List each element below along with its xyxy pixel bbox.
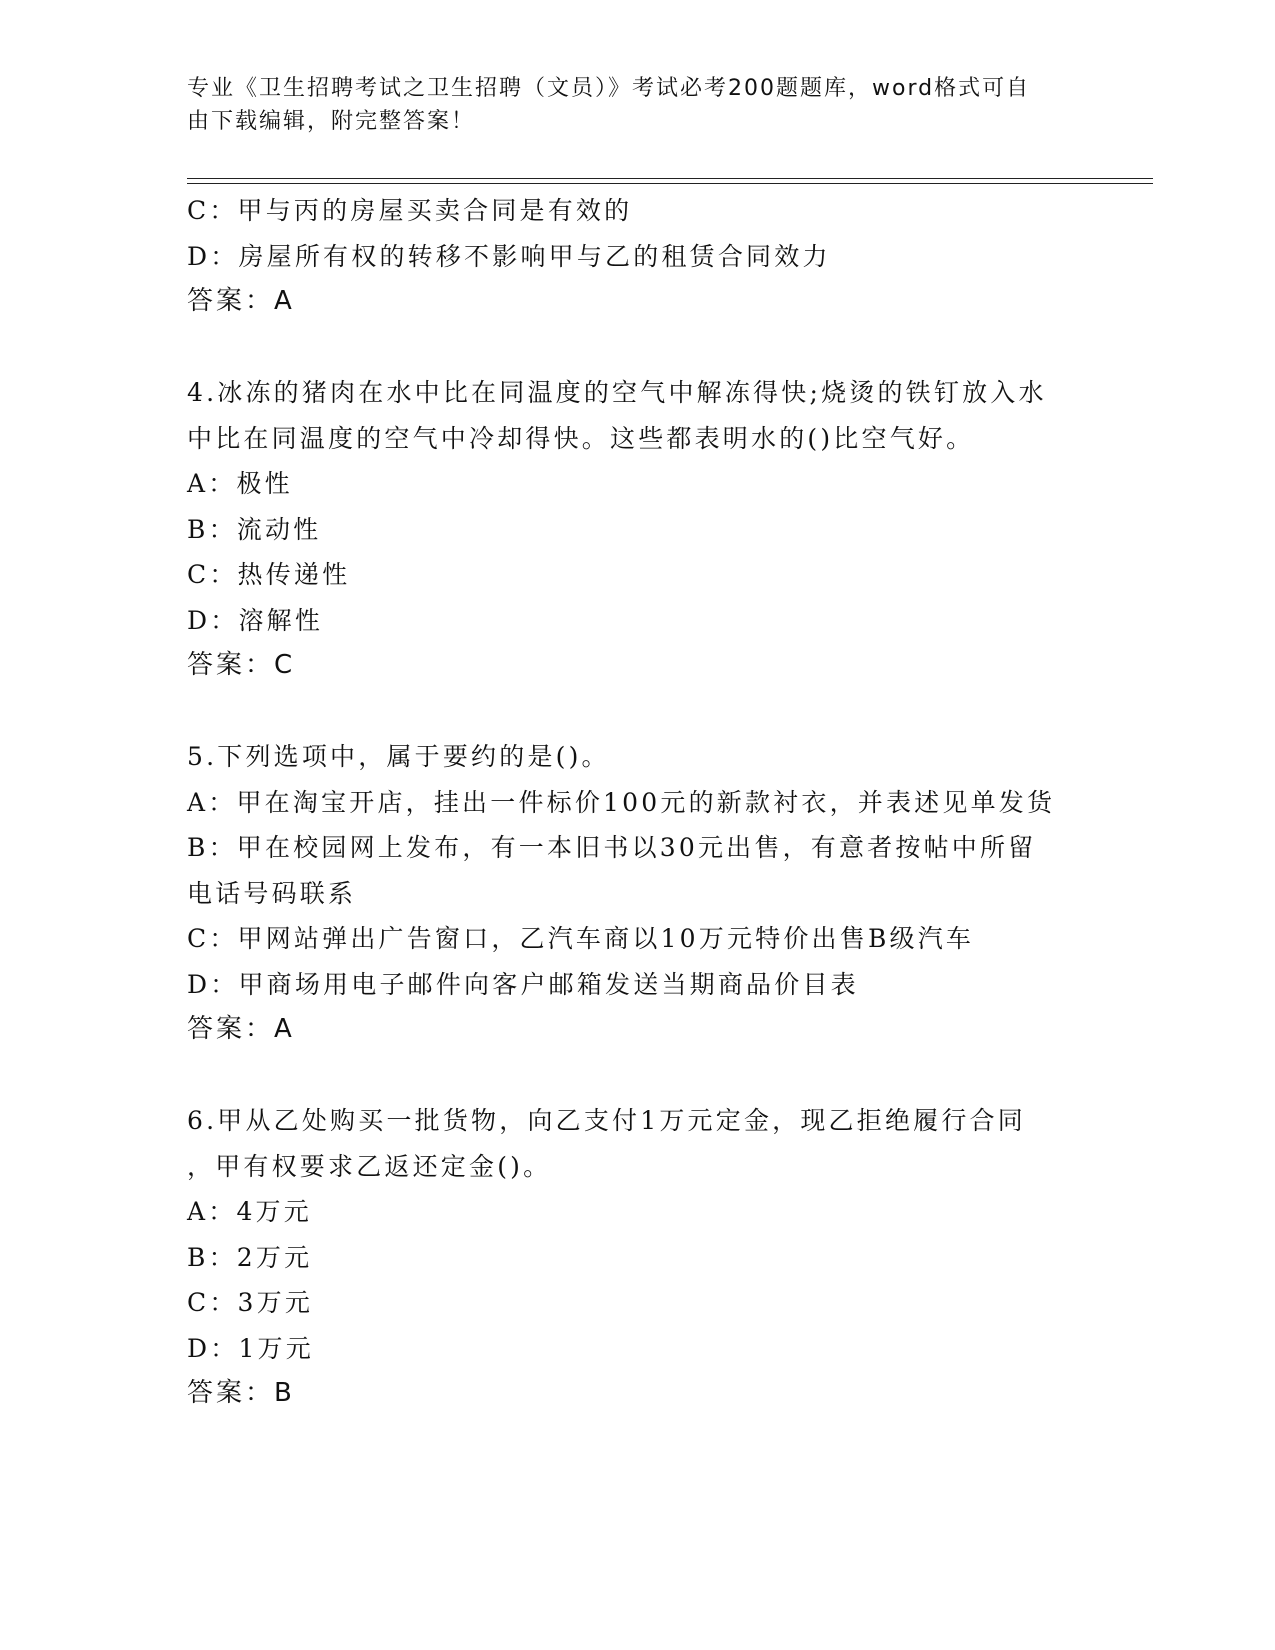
q5-option-d: D：甲商场用电子邮件向客户邮箱发送当期商品价目表 <box>187 969 859 999</box>
q6-stem-line-1: 6.甲从乙处购买一批货物，向乙支付1万元定金，现乙拒绝履行合同 <box>187 1106 1026 1135</box>
q4-option-b: B：流动性 <box>187 514 322 544</box>
q4-option-c: C：热传递性 <box>187 560 351 589</box>
question-5 <box>187 734 1087 1053</box>
q5-option-b-line-2: 电话号码联系 <box>187 878 357 908</box>
header-divider-top <box>187 178 1153 179</box>
q6-option-b: B：2万元 <box>187 1242 313 1272</box>
header-divider-bottom <box>187 183 1153 184</box>
spacer <box>187 1053 1087 1099</box>
spacer <box>187 689 1087 735</box>
q4-option-d: D：溶解性 <box>187 605 324 635</box>
question-3-continued <box>187 188 1087 325</box>
q3-option-c: C：甲与丙的房屋买卖合同是有效的 <box>187 196 633 225</box>
q3-option-d: D：房屋所有权的转移不影响甲与乙的租赁合同效力 <box>187 241 831 271</box>
q6-stem-line-2: ，甲有权要求乙返还定金()。 <box>187 1151 552 1181</box>
document-header <box>187 72 1067 138</box>
q4-stem-line-2: 中比在同温度的空气中冷却得快。这些都表明水的()比空气好。 <box>187 423 975 453</box>
q3-answer: 答案：A <box>187 286 295 316</box>
header-title-line-2: 由下载编辑，附完整答案！ <box>187 109 476 134</box>
q5-option-b-line-1: B：甲在校园网上发布，有一本旧书以30元出售，有意者按帖中所留 <box>187 833 1037 862</box>
q6-option-d: D：1万元 <box>187 1333 314 1363</box>
q5-option-a: A：甲在淘宝开店，挂出一件标价100元的新款衬衣，并表述见单发货 <box>187 787 1056 817</box>
spacer <box>187 325 1087 371</box>
q6-answer: 答案：B <box>187 1378 295 1408</box>
q4-stem-line-1: 4.冰冻的猪肉在水中比在同温度的空气中解冻得快;烧烫的铁钉放入水 <box>187 378 1047 407</box>
q4-answer: 答案：C <box>187 650 296 680</box>
q4-option-a: A：极性 <box>187 469 293 498</box>
question-content <box>187 188 1087 1417</box>
q6-option-c: C：3万元 <box>187 1288 314 1317</box>
q5-answer: 答案：A <box>187 1014 295 1044</box>
question-4 <box>187 370 1087 689</box>
question-6 <box>187 1098 1087 1417</box>
q5-stem: 5.下列选项中，属于要约的是()。 <box>187 742 610 771</box>
q5-option-c: C：甲网站弹出广告窗口，乙汽车商以10万元特价出售B级汽车 <box>187 924 975 953</box>
header-title-line-1: 专业《卫生招聘考试之卫生招聘（文员）》考试必考200题题库，word格式可自 <box>187 76 1031 101</box>
q6-option-a: A：4万元 <box>187 1197 312 1226</box>
